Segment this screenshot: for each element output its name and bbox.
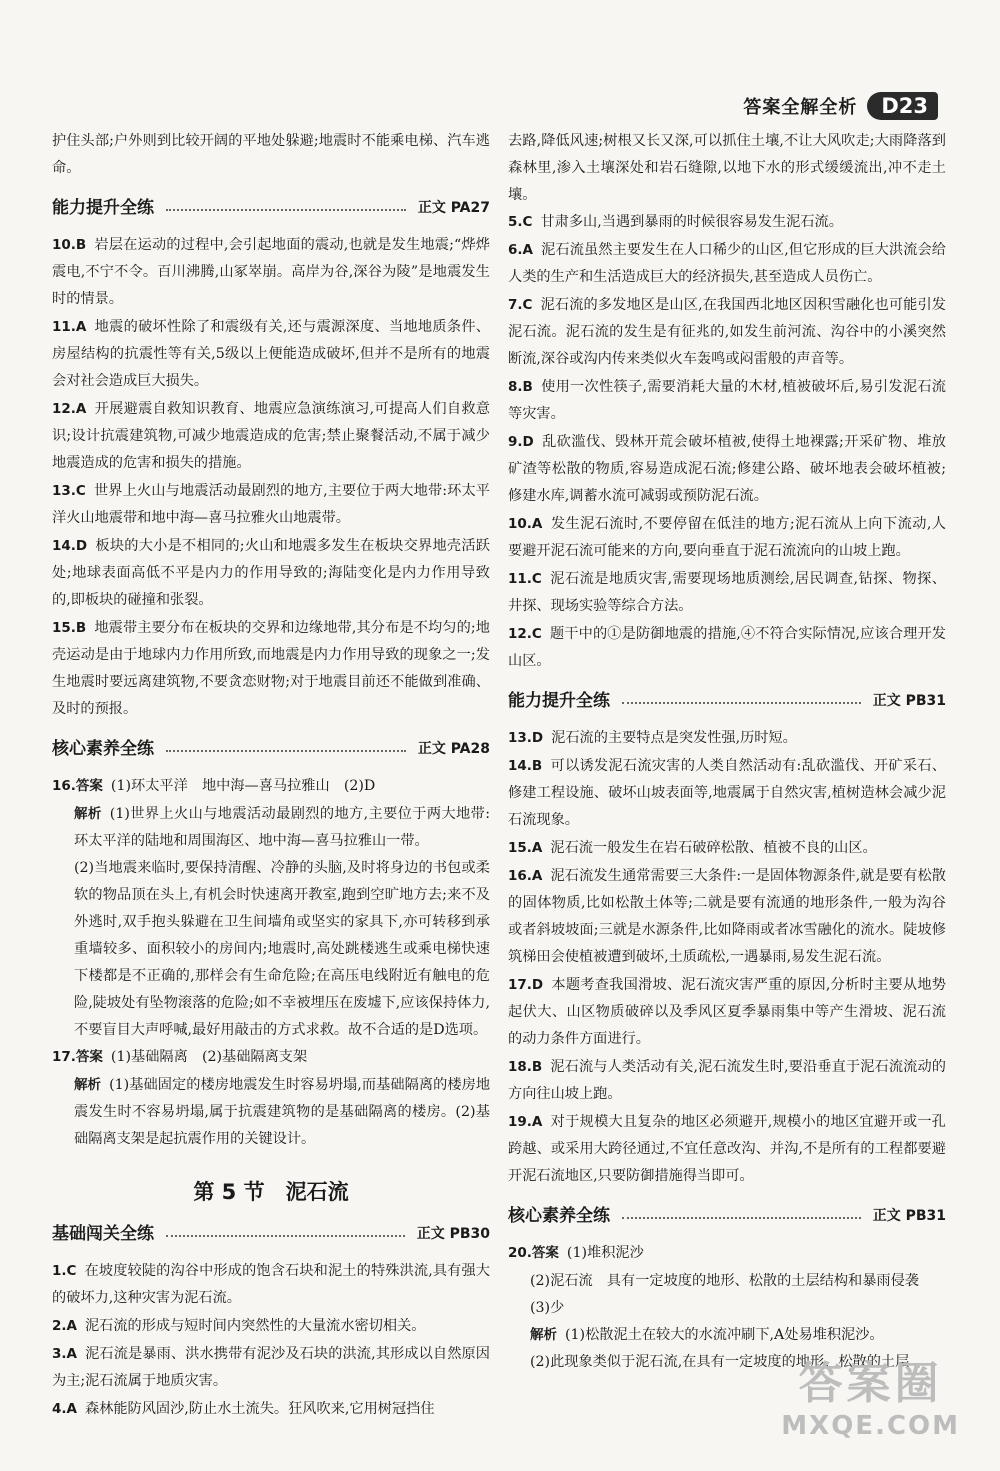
- dotted-leader: [166, 1235, 405, 1237]
- answer-item: 14.B 可以诱发泥石流灾害的人类自然活动有:乱砍滥伐、开矿采石、修建工程设施、破坏山坡表面等,地震属于自然灾害,植树造林会减少泥石流现象。: [508, 758, 946, 828]
- answer-item: 11.A 地震的破坏性除了和震级有关,还与震源深度、当地地质条件、房屋结构的抗震性等有关,5级以上便能造成破坏,但并不是所有的地震会对社会造成巨大损失。: [52, 319, 490, 389]
- answer-item: 13.C 世界上火山与地震活动最剧烈的地方,主要位于两大地带:环太平洋火山地震带和地中海—喜马拉雅火山地震带。: [52, 483, 490, 526]
- answer-line: (2)泥石流 具有一定坡度的地形、松散的土层结构和暴雨侵袭: [530, 1273, 919, 1289]
- answer-line: (3)少: [530, 1300, 565, 1316]
- answer-item: 17.答案 (1)基础隔离 (2)基础隔离支架: [52, 1049, 308, 1065]
- section-header: [52, 192, 490, 224]
- chapter-title: 第 5 节 泥石流: [193, 1180, 349, 1204]
- answer-item: 4.A 森林能防风固沙,防止水土流失。狂风吹来,它用树冠挡住: [52, 1401, 435, 1417]
- continued-text: 去路,降低风速;树根又长又深,可以抓住土壤,不让大风吹走;大雨降落到森林里,渗入土壤深处和岩石缝隙,以地下水的形式缓缓流出,冲不走土壤。: [508, 133, 946, 203]
- section-title: 核心素养全练: [508, 1205, 610, 1226]
- section-ref: 正文 PB31: [872, 1207, 946, 1224]
- answer-item: 17.D 本题考查我国滑坡、泥石流灾害严重的原因,分析时主要从地势起伏大、山区物质破碎以及季风区夏季暴雨集中等产生滑坡、泥石流的动力条件方面进行。: [508, 977, 946, 1047]
- continued-text: 护住头部;户外则到比较开阔的平地处躲避;地震时不能乘电梯、汽车逃命。: [52, 133, 490, 176]
- answer-item: 7.C 泥石流的多发地区是山区,在我国西北地区因积雪融化也可能引发泥石流。泥石流的发生是有征兆的,如发生前河流、沟谷中的小溪突然断流,深谷或沟内传来类似火车轰鸣或闷雷般的声音等。: [508, 297, 946, 367]
- answer-item: 14.D 板块的大小是不相同的;火山和地震多发生在板块交界地壳活跃处;地球表面高低不平是内力的作用导致的;海陆变化是内力作用导致的,即板块的碰撞和张裂。: [52, 538, 490, 608]
- answer-item: 19.A 对于规模大且复杂的地区必须避开,规模小的地区宜避开或一孔跨越、或采用大跨径通过,不宜任意改沟、并沟,不是所有的工程都要避开泥石流地区,只要防御措施得当即可。: [508, 1114, 946, 1184]
- answer-item: 16.答案 (1)环太平洋 地中海—喜马拉雅山 (2)D: [52, 778, 376, 794]
- section-ref: 正文 PB31: [872, 692, 946, 709]
- answer-item: 8.B 使用一次性筷子,需要消耗大量的木材,植被破坏后,易引发泥石流等灾害。: [508, 379, 946, 422]
- section-title: 基础闯关全练: [52, 1223, 154, 1244]
- answer-item: 15.A 泥石流一般发生在岩石破碎松散、植被不良的山区。: [508, 840, 877, 856]
- answer-item: 2.A 泥石流的形成与短时间内突然性的大量流水密切相关。: [52, 1318, 426, 1334]
- right-column: [508, 128, 946, 1376]
- header-title: 答案全解全析: [743, 97, 858, 118]
- answer-item: 1.C 在坡度较陡的沟谷中形成的饱含石块和泥土的特殊洪流,具有强大的破坏力,这种灾害为泥石流。: [52, 1263, 490, 1306]
- answer-item: 10.A 发生泥石流时,不要停留在低洼的地方;泥石流从上向下流动,人要避开泥石流可能来的方向,要向垂直于泥石流流向的山坡上跑。: [508, 516, 946, 559]
- answer-item: 12.A 开展避震自救知识教育、地震应急演练演习,可提高人们自救意识;设计抗震建筑物,可减少地震造成的危害;禁止聚餐活动,不属于减少地震造成的危害和损失的措施。: [52, 401, 490, 471]
- dotted-leader: [166, 209, 406, 211]
- section-ref: 正文 PA28: [417, 740, 490, 757]
- section-title: 能力提升全练: [508, 690, 610, 711]
- answer-item: 18.B 泥石流与人类活动有关,泥石流发生时,要沿垂直于泥石流流动的方向往山坡上跑。: [508, 1059, 946, 1102]
- left-column: [52, 128, 490, 1424]
- answer-item: 15.B 地震带主要分布在板块的交界和边缘地带,其分布是不均匀的;地壳运动是由于地球内力作用所致,而地震是内力作用导致的现象之一;发生地震时要远离建筑物,不要贪恋财物;对于地震目前还不能做到准确、及时的预报。: [52, 620, 490, 717]
- explanation: 解析 (1)世界上火山与地震活动最剧烈的地方,主要位于两大地带:环太平洋的陆地和周围海区、地中海—喜马拉雅山一带。: [74, 806, 491, 849]
- section-title: 核心素养全练: [52, 738, 154, 759]
- section-header: [52, 1218, 490, 1250]
- answer-item: 12.C 题干中的①是防御地震的措施,④不符合实际情况,应该合理开发山区。: [508, 626, 946, 669]
- answer-item: 20.答案 (1)堆积泥沙: [508, 1245, 644, 1261]
- dotted-leader: [166, 750, 406, 752]
- section-header: [52, 733, 490, 765]
- section-header: [508, 1200, 946, 1232]
- explanation: (2)当地震来临时,要保持清醒、冷静的头脑,及时将身边的书包或柔软的物品顶在头上,有机会时快速离开教室,跑到空旷地方去;来不及外逃时,双手抱头躲避在卫生间墙角或坚实的家具下,亦可转移到承重墙较多、面积较小的房间内;地震时,高处跳楼逃生或乘电梯快速下楼都是不正确的,那样会有生命危险;在高压电线附近有触电的危险,陡坡处有坠物滚落的危险;如不幸被埋压在废墟下,应该保持体力,不要盲目大声呼喊,最好用敲击的方式求救。故不合适的是D选项。: [74, 860, 490, 1038]
- dotted-leader: [622, 1217, 861, 1219]
- section-ref: 正文 PA27: [417, 199, 490, 216]
- section-title: 能力提升全练: [52, 197, 154, 218]
- watermark-text: 答案圈: [798, 1358, 943, 1409]
- explanation: 解析 (1)基础固定的楼房地震发生时容易坍塌,而基础隔离的楼房地震发生时不容易坍塌,属于抗震建筑物的是基础隔离的楼房。(2)基础隔离支架是起抗震作用的关键设计。: [74, 1077, 491, 1147]
- answer-item: 5.C 甘肃多山,当遇到暴雨的时候很容易发生泥石流。: [508, 214, 843, 230]
- answer-item: 16.A 泥石流发生通常需要三大条件:一是固体物源条件,就是要有松散的固体物质,比如松散土体等;二就是要有流通的地形条件,一般为沟谷或者斜坡坡面;三就是水源条件,比如降雨或者冰雪融化的流水。陡坡修筑梯田会使植被遭到破坏,土质疏松,一遇暴雨,易发生泥石流。: [508, 868, 946, 965]
- dotted-leader: [622, 702, 861, 704]
- answer-item: 10.B 岩层在运动的过程中,会引起地面的震动,也就是发生地震;“烨烨震电,不宁不令。百川沸腾,山冢崒崩。高岸为谷,深谷为陵”是地震发生时的情景。: [52, 237, 490, 307]
- watermark-logo: [781, 1347, 960, 1441]
- answer-item: 3.A 泥石流是暴雨、洪水携带有泥沙及石块的洪流,其形成以自然原因为主;泥石流属于地质灾害。: [52, 1346, 490, 1389]
- answer-item: 6.A 泥石流虽然主要发生在人口稀少的山区,但它形成的巨大洪流会给人类的生产和生活造成巨大的经济损失,甚至造成人员伤亡。: [508, 242, 946, 285]
- section-header: [508, 685, 946, 717]
- page-number-badge: D23: [867, 92, 938, 120]
- explanation: (2)此现象类似于泥石流,在具有一定坡度的地形、松散的土层: [530, 1354, 910, 1370]
- answer-item: 13.D 泥石流的主要特点是突发性强,历时短。: [508, 730, 797, 746]
- watermark-url: MXQE.COM: [781, 1411, 960, 1441]
- explanation: 解析 (1)松散泥土在较大的水流冲刷下,A处易堆积泥沙。: [530, 1327, 884, 1343]
- answer-item: 11.C 泥石流是地质灾害,需要现场地质测绘,居民调查,钻探、物探、井探、现场实验等综合方法。: [508, 571, 946, 614]
- page-header: [743, 92, 938, 120]
- section-ref: 正文 PB30: [416, 1225, 490, 1242]
- answer-item: 9.D 乱砍滥伐、毁林开荒会破坏植被,使得土地裸露;开采矿物、堆放矿渣等松散的物质,容易造成泥石流;修建公路、破坏地表会破坏植被;修建水库,调蓄水流可减弱或预防泥石流。: [508, 434, 946, 504]
